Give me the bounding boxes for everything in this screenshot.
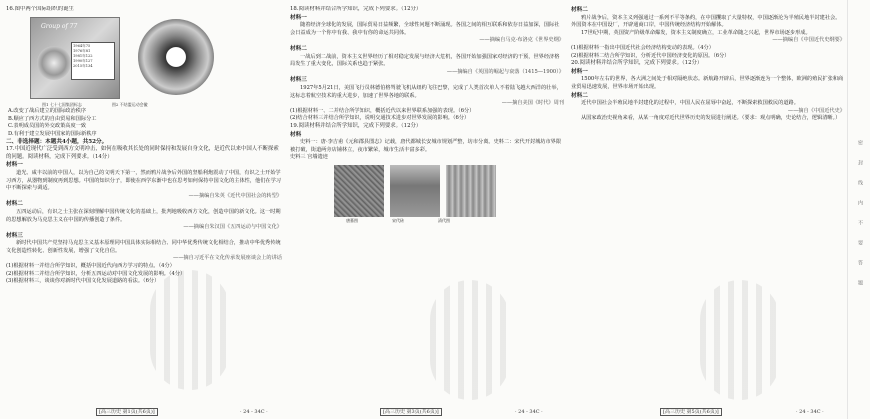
seal-line-sidebar <box>847 0 870 419</box>
question-20: 20.阅读材料并结合所学知识，完成下列要求。（12分） <box>571 60 703 67</box>
photo-captions <box>346 217 564 225</box>
question-19: 19.阅读材料并结合所学知识，完成下列要求。（12分） <box>290 122 422 129</box>
seal-char: 内 <box>857 200 863 205</box>
material-heading: 材料二 <box>571 92 588 99</box>
group-of-77-logo-figure <box>30 17 120 99</box>
question-17: 17.中国近现代广泛受到西方文明冲击，如何在吸收其长处的同时保持和发展自身文化，是近代以来中国人不断探索的问题。阅读材料，完成下列要求。（14分） <box>6 146 279 160</box>
membership-line: 2015年134 <box>73 63 93 68</box>
membership-line: 1981年122 <box>73 53 93 58</box>
material-text: 史料一：唐·李吉甫《元和郡县图志》记载，唐代都城长安城市规划严整，坊市分离。史料二：宋代开封城坊市界限被打破，街道两旁店铺林立，夜市繁荣，城市生活丰富多彩。 <box>290 139 562 153</box>
footer-label: [高三历史 第5页(共6页)] <box>660 408 722 416</box>
material-text: 1927年5月21日，美国飞行员林德伯格驾驶飞机从纽约飞往巴黎，完成了人类首次单人不着陆飞越大西洋的壮举，这标志着航空技术的重大进步，加速了世界各地的联系。 <box>290 84 562 99</box>
material-text: 近代中国社会半殖民地半封建化的过程中，中国人民在屈辱中奋起，不断探索救国救民的道路。 <box>581 100 799 107</box>
page-column-2 <box>290 6 564 401</box>
seal-char: 线 <box>857 180 863 185</box>
section-heading: 二、非选择题：本题共4小题，共52分。 <box>6 138 108 145</box>
material-heading: 材料二 <box>290 45 307 52</box>
page-footer <box>380 408 442 415</box>
emblem-ring-icon <box>138 19 214 95</box>
material-text: 17世纪中期，英国资产阶级革命爆发，资本主义制度确立，工业革命随之兴起，世界市场逐步形成。 <box>581 29 811 36</box>
material-heading: 材料一 <box>571 68 588 75</box>
membership-line: 1964年75 <box>73 43 91 48</box>
figure-title: Group of 77 <box>41 22 78 30</box>
material-source: ——摘编自《中国近代史纲要》 <box>772 37 845 44</box>
seal-char: 要 <box>857 240 863 245</box>
page-footer <box>660 408 722 415</box>
material-source: ——摘自《中国近代史》 <box>787 107 845 114</box>
membership-line: 1990年127 <box>73 58 93 63</box>
photo-caption: 宋代砖 <box>392 217 404 223</box>
membership-box <box>71 42 115 80</box>
footer-code: · 24 - 34C · <box>796 409 824 415</box>
page-column-1 <box>6 6 282 401</box>
material-source: ——摘编自《英国的崛起与衰落（1415—1900）》 <box>446 68 564 75</box>
material-heading: 材料二 <box>571 7 588 13</box>
question-16: 16.图中两个国际组织的诞生 <box>6 6 74 12</box>
material-source: ——摘编自朱英《近代中国社会的转型》 <box>188 192 282 199</box>
seal-char: 密 <box>857 140 863 145</box>
material-heading: 材料二 <box>6 201 23 208</box>
material-text: 五四运动后，有识之士主张在深刻理解中国传统文化的基础上，批判地吸收西方文化，创造中国的新文化。这一时期的思想解放为马克思主义在中国的传播创造了条件。 <box>6 208 281 223</box>
question-18: 18.阅读材料并结合所学知识，完成下列要求。（12分） <box>290 6 422 12</box>
option-a[interactable]: A.改变了战后建立的国际政治秩序 <box>8 108 87 115</box>
material-text: 鸦片战争后，资本主义列强通过一系列不平等条约，在中国攫取了大量特权，中国逐渐沦为半殖民地半封建社会。外国资本在中国设厂，开辟通商口岸，中国传统经济结构开始解体。 <box>571 14 841 29</box>
seal-char: 答 <box>857 260 863 265</box>
footer-label: [高三历史 第3页(共6页)] <box>380 408 442 416</box>
photo-row <box>334 165 564 217</box>
requirement: (3)根据材料三，谈谈你对新时代中国文化发展道路的看法。（6分） <box>6 278 160 285</box>
photo-caption: 清代图 <box>438 217 450 223</box>
material-source: ——摘编自马克·布洛克《世界史纲》 <box>479 37 564 44</box>
footer-code: · 24 - 34C · <box>240 409 268 415</box>
option-d[interactable]: D.有利于建立发展中国家的国际新秩序 <box>8 130 97 137</box>
photo-caption: 唐墓图 <box>346 217 358 223</box>
page-footer <box>96 408 158 415</box>
option-c[interactable]: C.表明成员国的外交政策高度一致 <box>8 123 87 130</box>
footer-code: · 24 - 34C · <box>515 409 543 415</box>
material-heading: 材料三 <box>6 232 23 239</box>
requirement: (1)根据材料一并结合所学知识，概括中国近代向西方学习的特点。（4分） <box>6 263 175 270</box>
material-heading: 材料一 <box>6 162 23 169</box>
figure-row <box>30 17 282 99</box>
requirement: (2)根据材料二结合所学知识，分析近代中国经济变化的原因。（6分） <box>571 52 730 59</box>
relic-photo <box>390 165 440 217</box>
material-source: ——摘自习近平在文化传承发展座谈会上的讲话 <box>173 255 282 262</box>
material-text: 从国家政治史视角来看，从某一角度对近代世界历史的发展进行阐述。（要求：观点明确，史论结合，逻辑清晰。） <box>581 115 841 122</box>
requirement: (2)结合材料三并结合所学知识，说明交通技术进步对世界发展的影响。（6分） <box>290 115 470 122</box>
seal-char: 封 <box>857 160 863 165</box>
non-aligned-emblem-figure <box>130 17 220 97</box>
photo-section-caption: 史料三 宫墙遗迹 <box>290 154 328 161</box>
material-heading: 材料三 <box>290 77 307 84</box>
globe-icon <box>37 46 71 80</box>
material-text: 新时代中国共产党坚持马克思主义基本原理同中国具体实际相结合、同中华优秀传统文化相结合，推动中华优秀传统文化创造性转化、创新性发展，增强了文化自信。 <box>6 240 281 254</box>
material-text: 随着经济全球化的发展，国际贸易日益频繁，全球性问题不断涌现。各国之间的相互联系和依存日益加深，国际社会日益成为一个你中有我、我中有你的命运共同体。 <box>290 22 560 36</box>
footer-label: [高三历史 第1页(共6页)] <box>96 408 158 416</box>
seal-char: 题 <box>857 280 863 285</box>
figure-2-caption: 图2 不结盟运动会徽 <box>111 101 148 107</box>
material-heading: 材料一 <box>290 14 307 21</box>
relic-photo <box>334 165 384 217</box>
material-text: 一战后到二战前，资本主义世界经历了相对稳定发展与经济大危机，各国开始加强国家对经济的干预，世界经济格局发生了重大变化，国际关系也趋于紧张。 <box>290 53 560 68</box>
page-column-3 <box>571 6 845 401</box>
material-heading: 材料 <box>290 131 302 138</box>
requirement: (1)根据材料一、二并结合所学知识，概括近代以来世界联系加强的表现。（6分） <box>290 107 475 114</box>
material-text: 道光、咸丰以前的中国人，以为自己的文明天下第一，然而鸦片战争后外国的坚船利炮震动了中国，有识之士开始学习西方，从器物到制度再到思想。中国的知识分子，即使在西学东渐中也在思考如何保持中国文化的主体性，他们在学习中不断探索与调适。 <box>6 169 281 192</box>
material-text: 1500年左右的世界，各大洲之间处于相对隔绝状态。新航路开辟后，世界逐渐连为一个整体，欧洲的殖民扩张和商业贸易迅速发展，世界市场开始出现。 <box>571 76 844 90</box>
material-source: ——摘自美国《时代》周刊 <box>501 100 564 107</box>
requirement: (1)根据材料一指出中国近代社会经济结构变动的表现。（4分） <box>571 44 714 51</box>
option-b[interactable]: B.顺应了西方式的自由贸易和国际分工 <box>8 115 97 122</box>
requirement: (2)根据材料二并结合所学知识，分析五四运动对中国文化发展的影响。（4分） <box>6 270 186 277</box>
material-source: ——摘编自朱汉国《五四运动与中国文化》 <box>183 224 282 231</box>
seal-char: 不 <box>857 220 863 225</box>
relic-photo <box>446 165 496 217</box>
membership-line: 1976年81 <box>73 48 91 53</box>
figure-1-caption: 图1 七十七国集团标志 <box>42 101 82 107</box>
